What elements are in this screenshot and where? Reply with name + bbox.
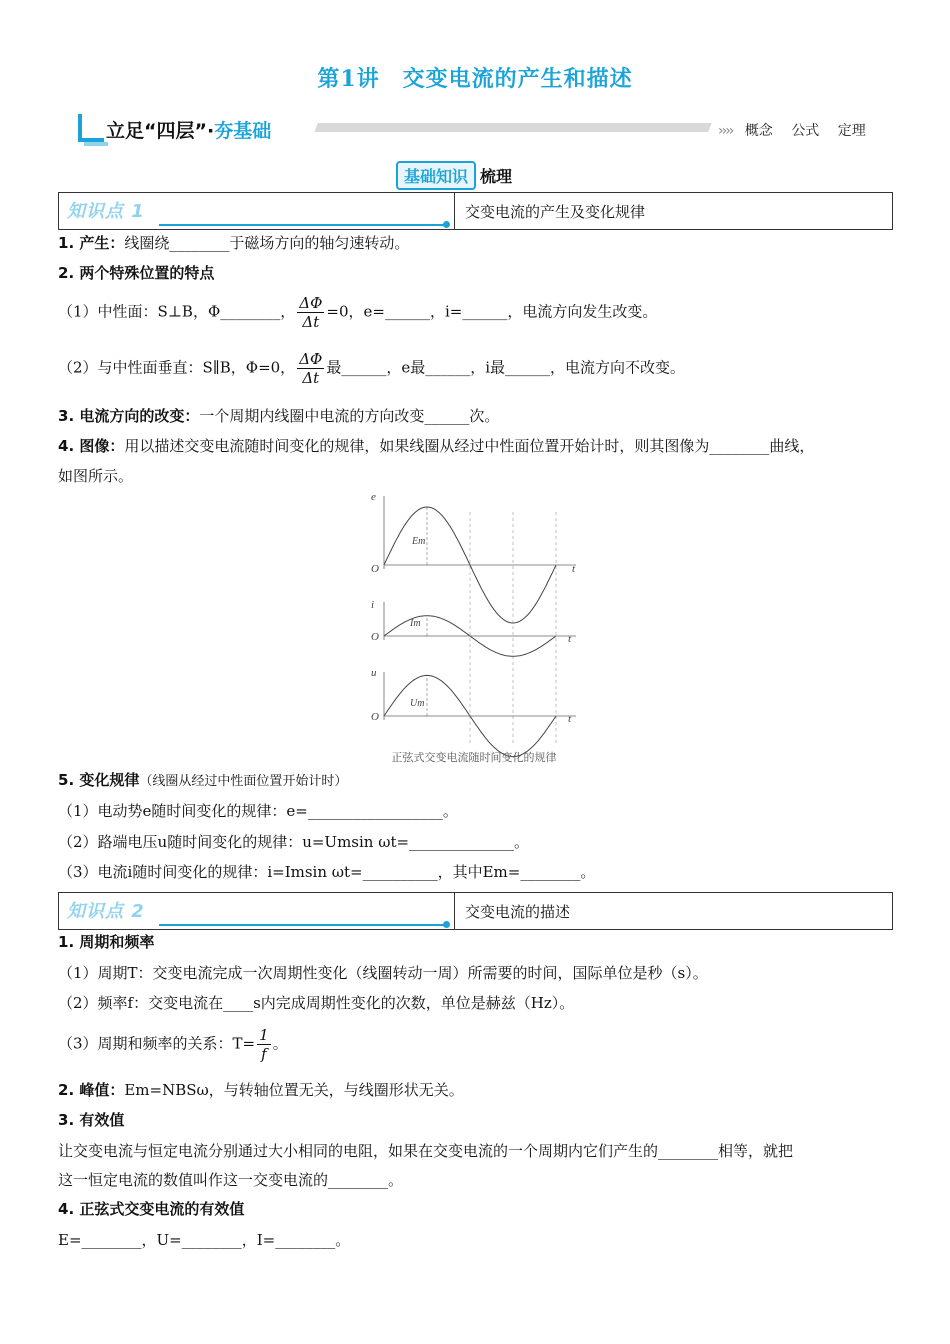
t-label-u: t xyxy=(568,713,572,725)
figure-caption: 正弦式交变电流随时间变化的规律 xyxy=(391,752,557,764)
kp1-title: 交变电流的产生及变化规律 xyxy=(465,203,646,221)
s2-line-5: 2. 峰值：Em=NBSω，与转轴位置无关，与线圈形状无关。 xyxy=(58,1081,464,1099)
em-label: Em xyxy=(412,536,426,547)
section-banner xyxy=(78,112,898,152)
banner-text-highlight: 夯基础 xyxy=(214,120,272,142)
banner-title xyxy=(106,116,271,143)
sine-wave-graph xyxy=(368,492,590,767)
kp2-title: 交变电流的描述 xyxy=(465,903,571,921)
i-axis-label: i xyxy=(371,599,375,611)
s1-line-3: （1）中性面：S⊥B，Φ________， $\frac{\Delta\Phi}{\Delta t}$ =0，e=______，i=______，电流方向发生改变。 xyxy=(58,294,658,331)
banner-keywords xyxy=(718,120,866,140)
knowledge-point-2-header xyxy=(58,892,893,930)
s1-line-11: （3）电流i随时间变化的规律：i=Imsin ωt=__________，其中Em=________。 xyxy=(58,863,596,881)
period-frequency-fraction: $\frac{1}{f}$ xyxy=(259,1026,269,1063)
keyword-formula: 公式 xyxy=(791,123,820,139)
s2-line-6: 3. 有效值 xyxy=(58,1111,125,1129)
s2-line-4: （3）周期和频率的关系：T= $\frac{1}{f}$ 。 xyxy=(58,1026,288,1063)
t-label-e: t xyxy=(572,563,576,575)
e-axis-label: e xyxy=(371,492,376,503)
s2-line-2: （1）周期T：交变电流完成一次周期性变化（线圈转动一周）所需要的时间，国际单位是秒（s）。 xyxy=(58,964,708,982)
bracket-logo-icon xyxy=(78,112,108,148)
s2-line-3: （2）频率f：交变电流在____s内完成周期性变化的次数，单位是赫兹（Hz）。 xyxy=(58,994,575,1012)
s1-line-4: （2）与中性面垂直：S∥B，Φ=0， $\frac{\Delta\Phi}{\Delta t}$ 最______，e最______，i最______，电流方向不改变。 xyxy=(58,350,686,387)
s1-line-1: 1. 产生：线圈绕________于磁场方向的轴匀速转动。 xyxy=(58,234,410,252)
sine-wave-figure xyxy=(368,492,590,767)
knowledge-point-1-header xyxy=(58,192,893,230)
o-label-e: O xyxy=(371,563,379,575)
s1-line-5: 3. 电流方向的改变：一个周期内线圈中电流的方向改变______次。 xyxy=(58,407,500,425)
t-label-i: t xyxy=(568,633,572,645)
page-title: 第1讲 交变电流的产生和描述 xyxy=(317,66,633,92)
delta-phi-fraction: $\frac{\Delta\Phi}{\Delta t}$ xyxy=(299,294,323,331)
kp1-tag: 知识点 1 xyxy=(67,201,145,222)
s2-line-10: E=________，U=________，I=________。 xyxy=(58,1231,351,1249)
s1-line-9: （1）电动势e随时间变化的规律：e=__________________。 xyxy=(58,802,458,820)
s1-line-2: 2. 两个特殊位置的特点 xyxy=(58,264,215,282)
o-label-i: O xyxy=(371,631,379,643)
s2-line-8: 这一恒定电流的数值叫作这一交变电流的________。 xyxy=(58,1171,404,1189)
o-label-u: O xyxy=(371,711,379,723)
um-label: Um xyxy=(410,698,425,709)
sub-heading-pill: 基础知识 xyxy=(396,161,476,190)
s1-line-7: 如图所示。 xyxy=(58,467,134,485)
u-axis-label: u xyxy=(371,667,377,679)
sub-heading xyxy=(396,161,512,189)
keyword-concept: 概念 xyxy=(744,123,773,139)
s1-line-8: 5. 变化规律（线圈从经过中性面位置开始计时） xyxy=(58,771,348,789)
keyword-theorem: 定理 xyxy=(837,123,866,139)
banner-bar xyxy=(314,123,711,132)
s2-line-7: 让交变电流与恒定电流分别通过大小相同的电阻，如果在交变电流的一个周期内它们产生的________相等，就把 xyxy=(58,1142,794,1160)
s2-line-1: 1. 周期和频率 xyxy=(58,933,155,951)
banner-text-main: 立足“四层”· xyxy=(106,120,215,142)
kp2-tag: 知识点 2 xyxy=(67,901,145,922)
arrows-icon: ›››› xyxy=(718,123,733,139)
sub-heading-plain: 梳理 xyxy=(480,167,513,186)
delta-phi-fraction-2: $\frac{\Delta\Phi}{\Delta t}$ xyxy=(299,350,323,387)
s2-line-9: 4. 正弦式交变电流的有效值 xyxy=(58,1200,245,1218)
s1-line-10: （2）路端电压u随时间变化的规律：u=Umsin ωt=______________。 xyxy=(58,833,530,851)
im-label: Im xyxy=(410,618,421,629)
s1-line-6: 4. 图像：用以描述交变电流随时间变化的规律，如果线圈从经过中性面位置开始计时，则其图像为________曲线， xyxy=(58,437,815,455)
